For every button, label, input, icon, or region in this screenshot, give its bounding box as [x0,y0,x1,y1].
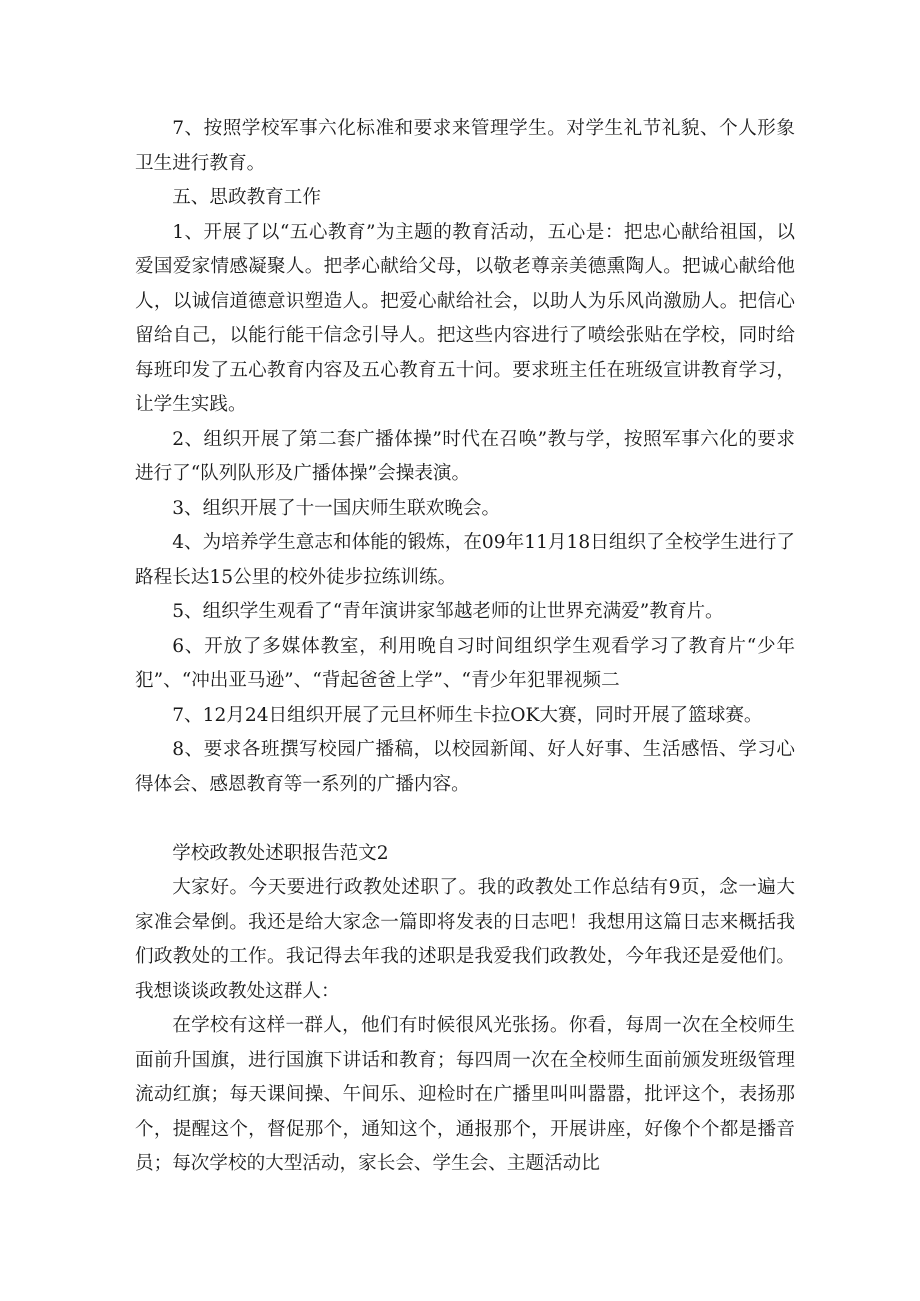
section-title-report-2: 学校政教处述职报告范文2 [172,842,389,864]
list-item: 8、要求各班撰写校园广播稿，以校园新闻、好人好事、生活感悟、学习心得体会、感恩教育等一系列的广播内容。 [135,739,795,795]
list-item: 4、为培养学生意志和体能的锻炼，在09年11月18日组织了全校学生进行了路程长达15公里的校外徒步拉练训练。 [135,532,795,588]
list-item: 6、开放了多媒体教室，利用晚自习时间组织学生观看学习了教育片“少年犯”、“冲出亚马逊”、“背起爸爸上学”、“青少年犯罪视频二 [135,635,795,691]
paragraph: 大家好。今天要进行政教处述职了。我的政教处工作总结有9页，念一遍大家准会晕倒。我还是给大家念一篇即将发表的日志吧！我想用这篇日志来概括我们政教处的工作。我记得去年我的述职是我爱我们政教处，今年我还是爱他们。我想谈谈政教处这群人： [135,877,795,1002]
section-heading-ideological-education: 五、思政教育工作 [172,187,321,208]
document-body [135,112,795,1182]
paragraph-item-7-management: 7、按照学校军事六化标准和要求来管理学生。对学生礼节礼貌、个人形象卫生进行教育。 [135,118,795,174]
list-item: 1、开展了以“五心教育”为主题的教育活动，五心是：把忠心献给祖国，以爱国爱家情感凝聚人。把孝心献给父母，以敬老尊亲美德熏陶人。把诚心献给他人，以诚信道德意识塑造人。把爱心献给社会，以助人为乐风尚激励人。把信心留给自己，以能行能干信念引导人。把这些内容进行了喷绘张贴在学校，同时给每班印发了五心教育内容及五心教育五十问。要求班主任在班级宣讲教育学习，让学生实践。 [135,221,795,415]
paragraph: 在学校有这样一群人，他们有时候很风光张扬。你看，每周一次在全校师生面前升国旗，进行国旗下讲话和教育；每四周一次在全校师生面前颁发班级管理流动红旗；每天课间操、午间乐、迎检时在广播里叫叫嚣嚣，批评这个，表扬那个，提醒这个，督促那个，通知这个，通报那个，开展讲座，好像个个都是播音员；每次学校的大型活动，家长会、学生会、主题活动比 [135,1015,795,1174]
list-item: 2、组织开展了第二套广播体操”时代在召唤”教与学，按照军事六化的要求进行了“队列队形及广播体操”会操表演。 [135,428,795,484]
list-item: 5、组织学生观看了“青年演讲家邹越老师的让世界充满爱”教育片。 [172,601,724,622]
list-item: 7、12月24日组织开展了元旦杯师生卡拉OK大赛，同时开展了篮球赛。 [172,704,763,726]
list-item: 3、组织开展了十一国庆师生联欢晚会。 [172,497,501,519]
